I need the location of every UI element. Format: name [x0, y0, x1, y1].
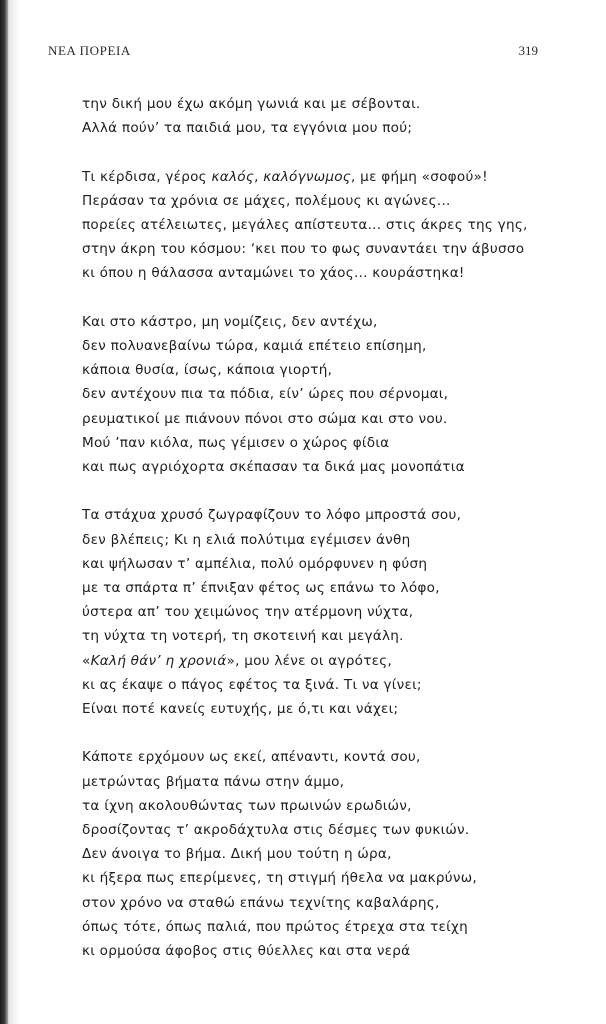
verse-line: Και στο κάστρο, μη νομίζεις, δεν αντέχω, [82, 313, 378, 330]
stanza-5 [82, 745, 582, 963]
verse-line: όπως τότε, όπως παλιά, που πρώτος έτρεχα στα τείχη [82, 918, 468, 935]
verse-line: Αλλά πούν’ τα παιδιά μου, τα εγγόνια μου πού; [82, 120, 413, 137]
verse-line: «Καλή θάν’ η χρονιά», μου λένε οι αγρότες, [82, 652, 393, 669]
stanza-3 [82, 310, 582, 479]
verse-line: στην άκρη του κόσμου: ‘κει που το φως συναντάει την άβυσσο [82, 241, 525, 258]
stanza-2 [82, 165, 582, 286]
verse-line: με τα σπάρτα π’ έπνιξαν φέτος ως επάνω το λόφο, [82, 580, 440, 597]
verse-line: και ψήλωσαν τ’ αμπέλια, πολύ ομόρφυνεν η φύση [82, 555, 428, 572]
italic-word: καλός [211, 168, 255, 185]
stanza-4 [82, 503, 582, 721]
poem-text [82, 92, 582, 987]
verse-line: πορείες ατέλειωτες, μεγάλες απίστευτα... στις άκρες της γης, [82, 217, 528, 233]
verse-line: Τα στάχυα χρυσό ζωγραφίζουν το λόφο μπροστά σου, [82, 507, 462, 524]
verse-line: Περάσαν τα χρόνια σε μάχες, πολέμους κι αγώνες... [82, 192, 451, 209]
gutter-shadow [9, 0, 19, 1024]
verse-line: ύστερα απ’ του χειμώνος την ατέρμονη νύχτα, [82, 604, 414, 621]
book-spine-shadow [0, 0, 9, 1024]
verse-line: κάποια θυσία, ίσως, κάποια γιορτή, [82, 362, 333, 379]
stanza-1 [82, 92, 582, 140]
verse-line: μετρώντας βήματα πάνω στην άμμο, [82, 773, 345, 790]
verse-line: Κάποτε ερχόμουν ως εκεί, απέναντι, κοντά σου, [82, 749, 421, 766]
italic-word: καλόγνωμος [263, 168, 352, 185]
verse-line: ρευματικοί με πιάνουν πόνοι στο σώμα και στο νου. [82, 410, 448, 427]
verse-line: Είναι ποτέ κανείς ευτυχής, με ό,τι και νάχει; [82, 701, 399, 718]
verse-line: τη νύχτα τη νοτερή, τη σκοτεινή και μεγάλη. [82, 628, 404, 645]
verse-line: τα ίχνη ακολουθώντας των πρωινών ερωδιών, [82, 797, 412, 814]
verse-line: Δεν άνοιγα το βήμα. Δική μου τούτη η ώρα, [82, 846, 392, 863]
verse-line: την δική μου έχω ακόμη γωνιά και με σέβονται. [82, 96, 421, 112]
verse-line: κι ορμούσα άφοβος στις θύελλες και στα νερά [82, 943, 411, 960]
verse-line: δεν αντέχουν πια τα πόδια, είν’ ώρες που σέρνομαι, [82, 386, 449, 403]
running-head: ΝΕΑ ΠΟΡΕΙΑ [48, 43, 131, 58]
verse-line: δεν βλέπεις; Κι η ελιά πολύτιμα εγέμισεν άνθη [82, 531, 411, 548]
verse-line: και πως αγριόχορτα σκέπασαν τα δικά μας μονοπάτια [82, 459, 465, 476]
italic-quote: Καλή θάν’ η χρονιά [90, 652, 227, 669]
verse-line: Μού ’παν κιόλα, πως γέμισεν ο χώρος φίδια [82, 434, 390, 451]
verse-line: στον χρόνο να σταθώ επάνω τεχνίτης καβαλάρης, [82, 894, 440, 911]
verse-line: Τι κέρδισα, γέρος καλός, καλόγνωμος, με φήμη «σοφού»! [82, 168, 488, 185]
verse-line: δροσίζοντας τ’ ακροδάχτυλα στις δέσμες των φυκιών. [82, 822, 470, 839]
verse-line: κι ήξερα πως επερίμενες, τη στιγμή ήθελα να μακρύνω, [82, 870, 477, 887]
verse-line: κι όπου η θάλασσα ανταμώνει το χάος... κουράστηκα! [82, 265, 465, 282]
verse-line: κι ας έκαψε ο πάγος εφέτος τα ξινά. Τι να γίνει; [82, 676, 422, 693]
verse-line: δεν πολυανεβαίνω τώρα, καμιά επέτειο επίσημη, [82, 338, 427, 354]
page-number: 319 [518, 43, 538, 58]
